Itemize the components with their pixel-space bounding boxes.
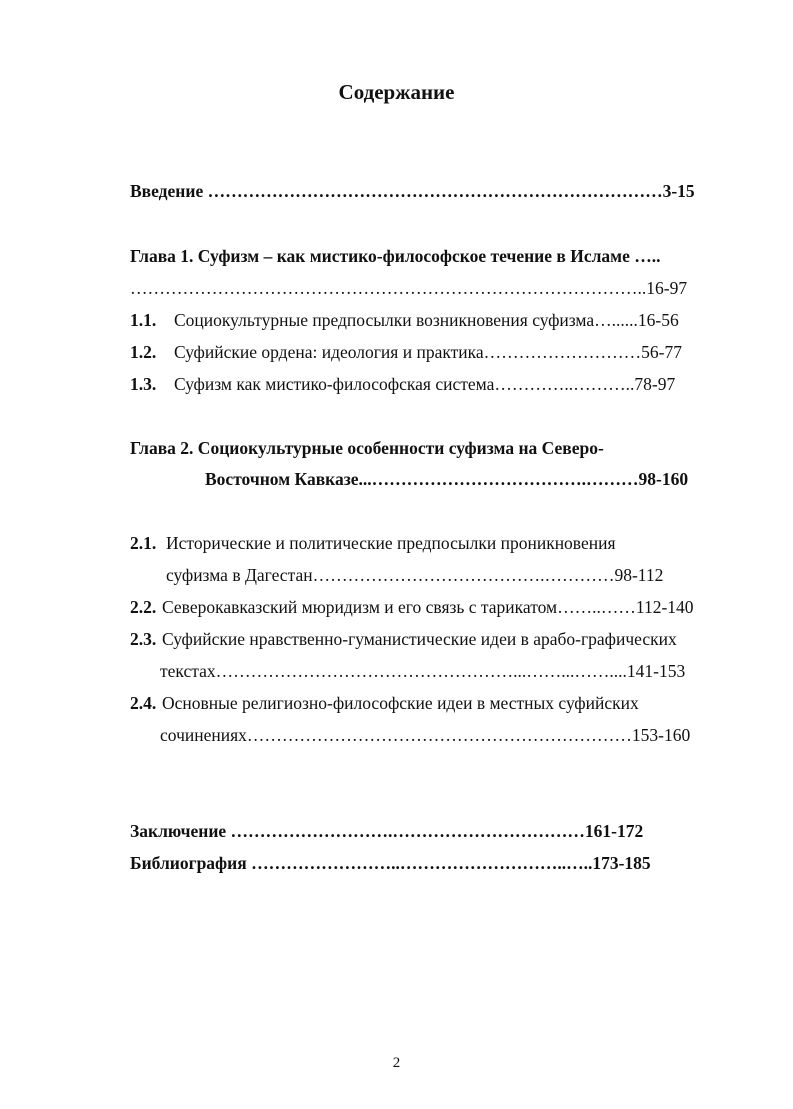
- toc-section-1-1: [130, 309, 679, 331]
- toc-section-2-4-cont: сочинениях…………………………………………………………153-160: [160, 725, 691, 745]
- section-title: Исторические и политические предпосылки проникновения: [166, 533, 616, 553]
- toc-chapter-2-title: Глава 2. Социокультурные особенности суфизма на Северо-: [130, 438, 604, 458]
- section-number: 2.3.: [130, 629, 157, 649]
- section-number: 1.1.: [130, 310, 157, 330]
- toc-chapter-1-title: Глава 1. Суфизм – как мистико-философское течение в Исламе …..: [130, 246, 661, 266]
- toc-chapter-2-subtitle: Восточном Кавказе...……………………………….………98-160: [205, 469, 689, 489]
- section-number: 2.1.: [130, 533, 157, 553]
- section-title: Основные религиозно-философские идеи в местных суфийских: [162, 693, 639, 713]
- section-title: Социокультурные предпосылки возникновения суфизма…......16-56: [174, 310, 679, 330]
- section-title: Суфийские ордена: идеология и практика………………………56-77: [174, 342, 682, 362]
- toc-conclusion: Заключение ……………………….……………………………161-172: [130, 821, 644, 841]
- section-title: Суфизм как мистико-философская система…………..………..78-97: [174, 374, 676, 394]
- toc-section-2-1-cont: суфизма в Дагестан………………………………….…………98-112: [166, 565, 664, 585]
- section-number: 1.3.: [130, 374, 157, 394]
- toc-section-2-4: [130, 692, 639, 714]
- page-title: Содержание: [338, 80, 455, 104]
- toc-section-2-1: [130, 532, 616, 554]
- section-number: 2.2.: [130, 597, 157, 617]
- toc-introduction: Введение ……………………………………………………………………3-15: [130, 181, 695, 201]
- toc-chapter-1-pages: ……………………………………………………………………………..16-97: [130, 278, 688, 298]
- page-number: 2: [392, 1055, 401, 1071]
- toc-section-1-3: [130, 373, 675, 395]
- toc-section-1-2: [130, 341, 682, 363]
- toc-section-2-3-cont: текстах……………………………………………...……...……....141-153: [160, 661, 686, 681]
- section-title: Северокавказский мюридизм и его связь с тарикатом……..……112-140: [162, 597, 694, 617]
- section-number: 1.2.: [130, 342, 157, 362]
- section-title: Суфийские нравственно-гуманистические идеи в арабо-графических: [162, 629, 677, 649]
- toc-bibliography: Библиография ……………………..………………………..…..173-185: [130, 853, 651, 873]
- section-number: 2.4.: [130, 693, 157, 713]
- toc-section-2-2: [130, 596, 694, 618]
- toc-section-2-3: [130, 628, 677, 650]
